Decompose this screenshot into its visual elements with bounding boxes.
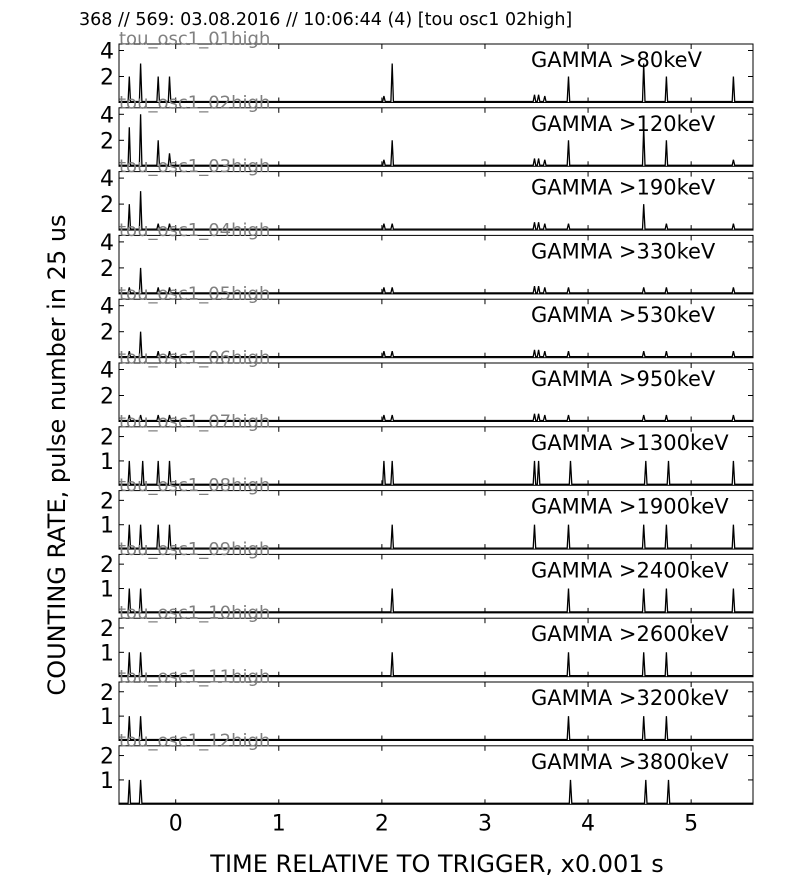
x-tick-label: 0 [168, 811, 183, 837]
x-tick-label: 3 [477, 811, 492, 837]
panel-channel-name: tou_osc1_12high [119, 730, 271, 752]
panel-label: GAMMA >3200keV [531, 686, 729, 710]
x-tick-label: 4 [581, 811, 596, 837]
y-tick-label: 4 [100, 167, 114, 193]
y-tick-label: 2 [100, 744, 114, 770]
x-tick-label: 1 [271, 811, 286, 837]
panel-label: GAMMA >2600keV [531, 622, 729, 647]
y-tick-label: 2 [100, 384, 114, 410]
y-tick-label: 2 [100, 489, 114, 515]
panel-channel-name: tou_osc1_10high [119, 602, 271, 624]
y-tick-label: 2 [100, 680, 114, 706]
x-axis-label: TIME RELATIVE TO TRIGGER, x0.001 s [210, 850, 664, 878]
panel-label: GAMMA >80keV [531, 48, 702, 72]
y-axis-label: COUNTING RATE, pulse number in 25 us [43, 214, 71, 696]
panel-label: GAMMA >330keV [531, 239, 716, 264]
panel-label: GAMMA >530keV [531, 303, 716, 328]
panel-label: GAMMA >1900keV [531, 494, 729, 519]
y-tick-label: 4 [100, 230, 114, 256]
y-tick-label: 1 [100, 577, 114, 603]
panel-channel-name: tou_osc1_07high [119, 411, 271, 433]
panel-label: GAMMA >120keV [531, 111, 716, 136]
y-tick-label: 2 [100, 256, 114, 282]
panel-channel-name: tou_osc1_09high [119, 538, 271, 560]
panel-channel-name: tou_osc1_08high [119, 475, 271, 497]
y-tick-label: 2 [100, 553, 114, 579]
panel-12 [100, 730, 753, 836]
chart-title: 368 // 569: 03.08.2016 // 10:06:44 (4) [tou osc1 02high] [79, 10, 573, 30]
panel-channel-name: tou_osc1_05high [119, 283, 271, 305]
series-line [119, 780, 753, 803]
panel-channel-name: tou_osc1_11high [119, 666, 271, 688]
y-tick-label: 1 [100, 705, 114, 731]
y-tick-label: 2 [100, 193, 114, 219]
y-tick-label: 2 [100, 65, 114, 91]
x-tick-label: 5 [684, 811, 699, 837]
y-tick-label: 1 [100, 768, 114, 794]
y-tick-label: 4 [100, 358, 114, 384]
y-tick-label: 2 [100, 129, 114, 155]
y-tick-label: 4 [100, 294, 114, 320]
y-tick-label: 2 [100, 616, 114, 642]
panel-label: GAMMA >1300keV [531, 430, 729, 455]
x-tick-label: 2 [374, 811, 389, 837]
panel-channel-name: tou_osc1_01high [119, 28, 271, 50]
panel-channel-name: tou_osc1_03high [119, 156, 271, 178]
y-tick-label: 4 [100, 39, 114, 65]
panel-stack [100, 29, 753, 837]
panel-channel-name: tou_osc1_02high [119, 92, 271, 114]
y-tick-label: 4 [100, 103, 114, 129]
panel-channel-name: tou_osc1_04high [119, 219, 271, 241]
panel-label: GAMMA >950keV [531, 367, 716, 391]
y-tick-label: 1 [100, 449, 114, 475]
y-tick-label: 1 [100, 513, 114, 539]
panel-label: GAMMA >2400keV [531, 558, 729, 583]
y-tick-label: 2 [100, 320, 114, 346]
panel-channel-name: tou_osc1_06high [119, 347, 271, 369]
y-tick-label: 1 [100, 641, 114, 667]
y-tick-label: 2 [100, 425, 114, 451]
panel-label: GAMMA >190keV [531, 175, 716, 200]
panel-label: GAMMA >3800keV [531, 749, 729, 774]
